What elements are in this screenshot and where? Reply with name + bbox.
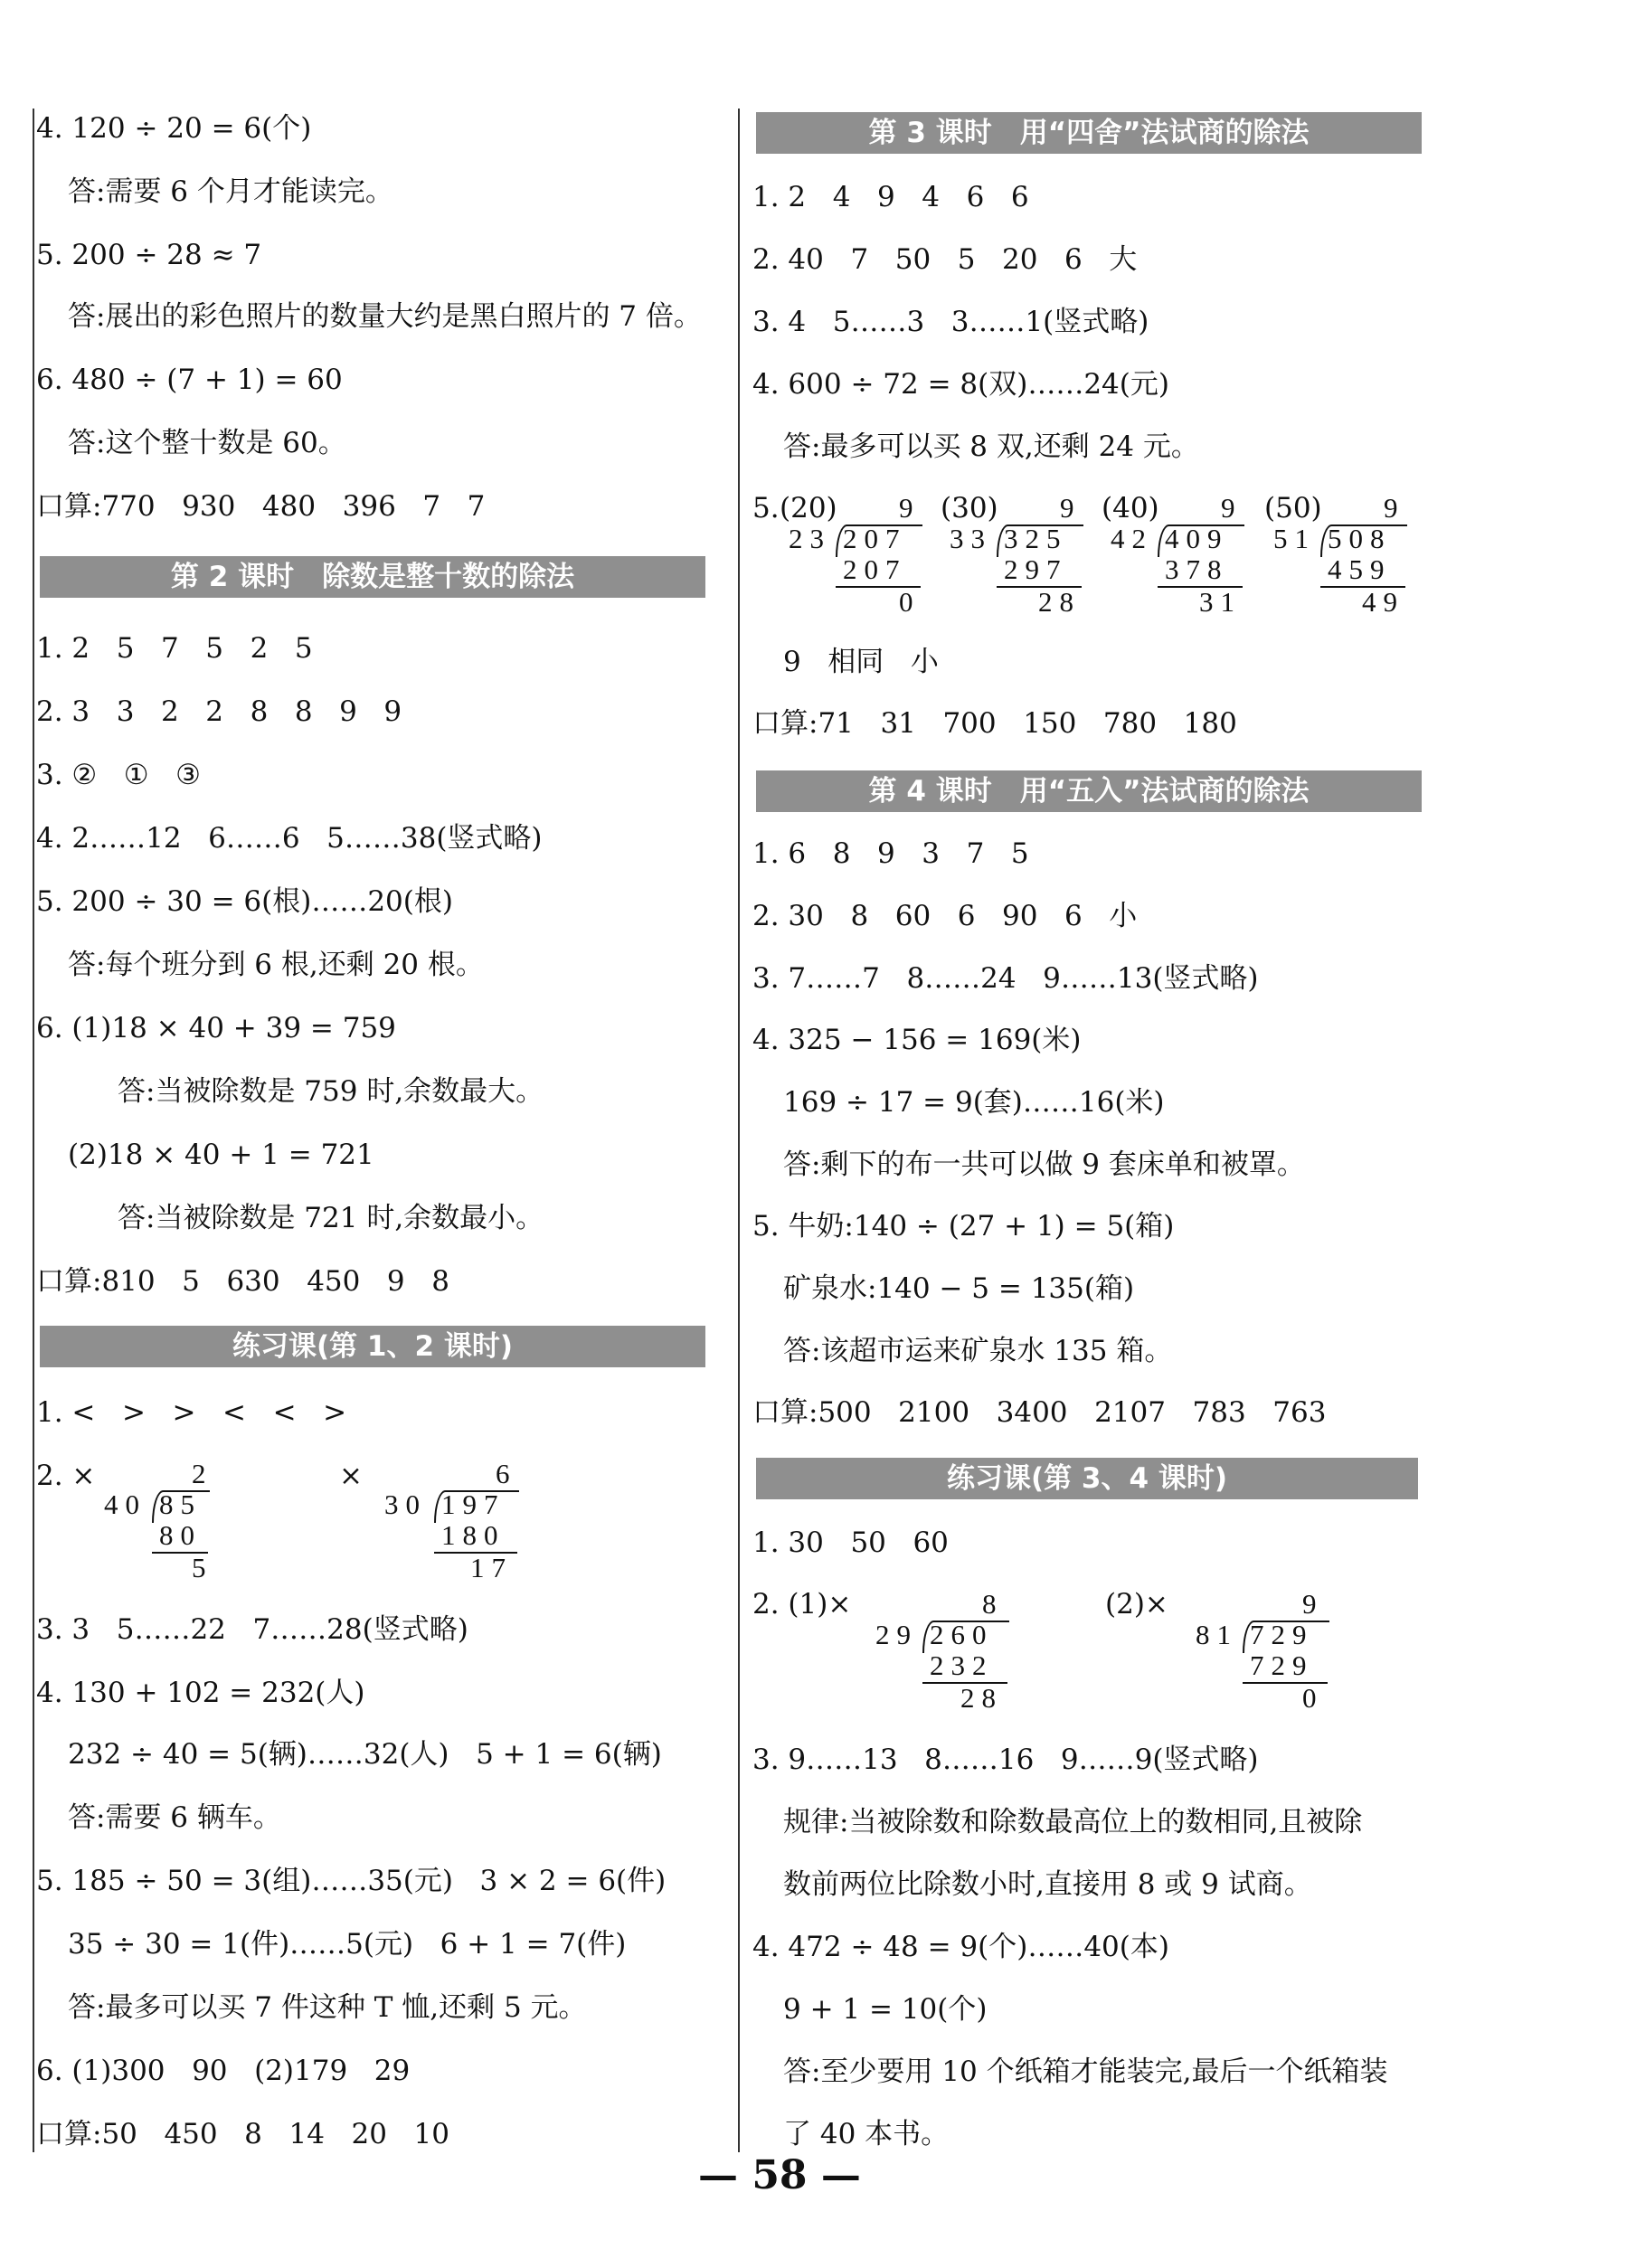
quotient: 8 (982, 1588, 1004, 1620)
partial-product: 729 (1250, 1649, 1314, 1681)
partial-product: 207 (843, 553, 907, 585)
l2-item-3: 3. ② ① ③ (36, 759, 201, 791)
remainder: 0 (899, 586, 921, 618)
divisor: 29 (875, 1619, 918, 1650)
l2-item-1: 1. 2 5 7 5 2 5 (36, 632, 313, 665)
divisor: 23 (789, 523, 831, 554)
left-margin-rule (33, 109, 34, 2152)
page-number: — 58 — (698, 2152, 861, 2198)
l4-item-4-b: 169 ÷ 17 = 9(套)……16(米) (783, 1086, 1165, 1119)
quotient: 2 (192, 1458, 213, 1489)
remainder: 31 (1199, 586, 1242, 618)
p34-item-3: 3. 9……13 8……16 9……9(竖式略) (752, 1744, 1259, 1776)
estimate-label: (40) (1102, 492, 1159, 524)
l4-item-4: 4. 325 − 156 = 169(米) (752, 1024, 1082, 1056)
p12-item-6: 6. (1)300 90 (2)179 29 (36, 2055, 411, 2087)
l3-kousuan: 口算:71 31 700 150 780 180 (752, 707, 1237, 740)
p34-item-4: 4. 472 ÷ 48 = 9(个)……40(本) (752, 1931, 1169, 1963)
quotient: 9 (1384, 492, 1405, 524)
dividend: 729 (1250, 1619, 1314, 1650)
remainder: 0 (1302, 1682, 1324, 1714)
l3-item-1: 1. 2 4 9 4 6 6 (752, 181, 1029, 213)
l3-item-3: 3. 4 5……3 3……1(竖式略) (752, 306, 1149, 338)
l2-item-6-1: 6. (1)18 × 40 + 39 = 759 (36, 1012, 396, 1044)
l4-item-2: 2. 30 8 60 6 90 6 小 (752, 900, 1138, 932)
p34-item-3-rule-2: 数前两位比除数小时,直接用 8 或 9 试商。 (783, 1868, 1312, 1901)
quotient: 9 (1221, 492, 1243, 524)
l2-kousuan: 口算:810 5 630 450 9 8 (36, 1265, 449, 1298)
p12-item-5: 5. 185 ÷ 50 = 3(组)……35(元) 3 × 2 = 6(件) (36, 1865, 667, 1897)
l2-item-4: 4. 2……12 6……6 5……38(竖式略) (36, 822, 543, 855)
l4-kousuan: 口算:500 2100 3400 2107 783 763 (752, 1396, 1327, 1429)
p12-item-3: 3. 3 5……22 7……28(竖式略) (36, 1613, 468, 1646)
dividend: 85 (159, 1488, 202, 1520)
p34-item-4-answer-1: 答:至少要用 10 个纸箱才能装完,最后一个纸箱装 (783, 2055, 1388, 2088)
divisor: 33 (950, 523, 992, 554)
p12-item-1: 1. < > > < < > (36, 1396, 347, 1429)
remainder: 5 (192, 1552, 213, 1583)
quotient: 6 (496, 1458, 517, 1489)
l4-item-5: 5. 牛奶:140 ÷ (27 + 1) = 5(箱) (752, 1210, 1175, 1243)
l3-item-5-result: 9 相同 小 (783, 646, 939, 678)
divisor: 51 (1273, 523, 1316, 554)
remainder: 17 (470, 1552, 513, 1583)
dividend: 260 (930, 1619, 994, 1650)
l4-item-3: 3. 7……7 8……24 9……13(竖式略) (752, 962, 1259, 995)
l4-item-5-answer: 答:该超市运来矿泉水 135 箱。 (783, 1335, 1173, 1367)
quotient: 9 (899, 492, 921, 524)
partial-product: 297 (1004, 553, 1068, 585)
quotient: 9 (1302, 1588, 1324, 1620)
dividend: 325 (1004, 523, 1068, 554)
left-line-2: 答:需要 6 个月才能读完。 (68, 175, 393, 208)
divisor: 40 (104, 1488, 147, 1520)
left-line-6: 答:这个整十数是 60。 (68, 427, 346, 459)
p12-item-5-answer: 答:最多可以买 7 件这种 T 恤,还剩 5 元。 (68, 1991, 587, 2024)
left-line-1: 4. 120 ÷ 20 = 6(个) (36, 112, 312, 145)
l3-item-2: 2. 40 7 50 5 20 6 大 (752, 243, 1138, 276)
dividend: 508 (1328, 523, 1392, 554)
remainder: 28 (1038, 586, 1081, 618)
left-line-5: 6. 480 ÷ (7 + 1) = 60 (36, 364, 343, 396)
partial-product: 232 (930, 1649, 994, 1681)
l2-item-6-2: (2)18 × 40 + 1 = 721 (68, 1139, 374, 1171)
partial-product: 180 (441, 1519, 506, 1551)
l3-item-5-prefix: 5. (752, 492, 780, 524)
l2-item-6-2-answer: 答:当被除数是 721 时,余数最小。 (118, 1202, 544, 1234)
p12-item-4-b: 232 ÷ 40 = 5(辆)……32(人) 5 + 1 = 6(辆) (68, 1738, 662, 1771)
partial-product: 80 (159, 1519, 202, 1551)
p34-item-4-answer-2: 了 40 本书。 (783, 2118, 950, 2150)
p12-item-4-answer: 答:需要 6 辆车。 (68, 1801, 281, 1834)
p12-item-4: 4. 130 + 102 = 232(人) (36, 1677, 365, 1709)
dividend: 207 (843, 523, 907, 554)
p34-item-3-rule-1: 规律:当被除数和除数最高位上的数相同,且被除 (783, 1806, 1363, 1838)
l4-item-4-answer: 答:剩下的布一共可以做 9 套床单和被罩。 (783, 1148, 1305, 1181)
left-line-3: 5. 200 ÷ 28 ≈ 7 (36, 239, 262, 271)
l2-item-6-1-answer: 答:当被除数是 759 时,余数最大。 (118, 1075, 544, 1108)
estimate-label: (20) (780, 492, 837, 524)
l4-item-5-b: 矿泉水:140 − 5 = 135(箱) (783, 1272, 1135, 1305)
p12-item-2-mark-b: × (339, 1460, 363, 1492)
partial-product: 378 (1165, 553, 1229, 585)
p34-item-4-b: 9 + 1 = 10(个) (783, 1993, 988, 2026)
partial-product: 459 (1328, 553, 1392, 585)
estimate-label: (30) (941, 492, 998, 524)
section-banner-practice-1-2: 练习课(第 1、2 课时) (40, 1326, 705, 1367)
left-line-4: 答:展出的彩色照片的数量大约是黑白照片的 7 倍。 (68, 300, 702, 333)
remainder: 28 (960, 1682, 1003, 1714)
column-divider (738, 109, 740, 2152)
p34-item-2-prefix: 2. (1)× (752, 1588, 852, 1621)
section-banner-practice-3-4: 练习课(第 3、4 课时) (756, 1458, 1418, 1499)
dividend: 409 (1165, 523, 1229, 554)
p12-item-5-b: 35 ÷ 30 = 1(件)……5(元) 6 + 1 = 7(件) (68, 1928, 627, 1961)
divisor: 81 (1196, 1619, 1238, 1650)
divisor: 30 (384, 1488, 427, 1520)
quotient: 9 (1060, 492, 1082, 524)
l2-item-2: 2. 3 3 2 2 8 8 9 9 (36, 695, 402, 728)
l2-item-5-answer: 答:每个班分到 6 根,还剩 20 根。 (68, 949, 484, 981)
remainder: 49 (1362, 586, 1404, 618)
p34-item-2-mark-b: (2)× (1105, 1588, 1168, 1621)
left-kousuan-1: 口算:770 930 480 396 7 7 (36, 490, 486, 523)
section-banner-lesson-2: 第 2 课时 除数是整十数的除法 (40, 556, 705, 598)
section-banner-lesson-3: 第 3 课时 用“四舍”法试商的除法 (756, 112, 1422, 154)
estimate-label: (50) (1264, 492, 1322, 524)
p12-kousuan: 口算:50 450 8 14 20 10 (36, 2118, 449, 2150)
l3-item-4: 4. 600 ÷ 72 = 8(双)……24(元) (752, 368, 1169, 401)
l4-item-1: 1. 6 8 9 3 7 5 (752, 837, 1029, 870)
section-banner-lesson-4: 第 4 课时 用“五入”法试商的除法 (756, 770, 1422, 812)
p34-item-1: 1. 30 50 60 (752, 1526, 949, 1559)
dividend: 197 (441, 1488, 506, 1520)
l3-item-4-answer: 答:最多可以买 8 双,还剩 24 元。 (783, 430, 1199, 463)
l2-item-5: 5. 200 ÷ 30 = 6(根)……20(根) (36, 885, 453, 918)
p12-item-2-prefix: 2. × (36, 1460, 96, 1492)
divisor: 42 (1111, 523, 1153, 554)
